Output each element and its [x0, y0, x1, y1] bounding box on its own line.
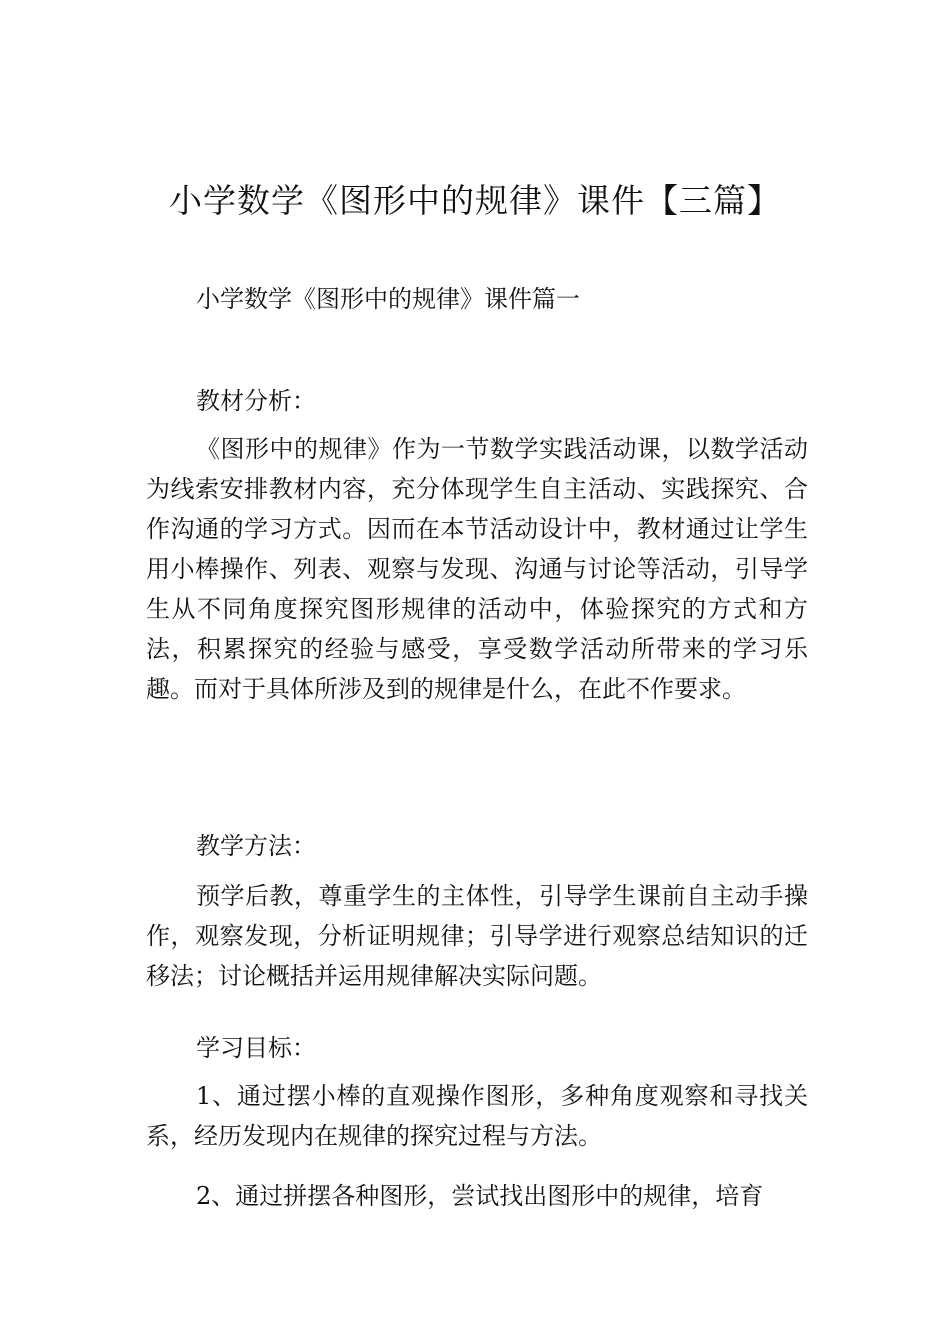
- goal-item-2: 2、通过拼摆各种图形，尝试找出图形中的规律，培育: [196, 1182, 764, 1210]
- materials-paragraph: 《图形中的规律》作为一节数学实践活动课，以数学活动为线索安排教材内容，充分体现学生自主活动、实践探究、合作沟通的学习方式。因而在本节活动设计中，教材通过让学生用小棒操作、列表、观察与发现、沟通与讨论等活动，引导学生从不同角度探究图形规律的活动中，体验探究的方式和方法，积累探究的经验与感受，享受数学活动所带来的学习乐趣。而对于具体所涉及到的规律是什么，在此不作要求。: [146, 435, 808, 703]
- methods-paragraph: 预学后教，尊重学生的主体性，引导学生课前自主动手操作，观察发现，分析证明规律；引导学进行观察总结知识的迁移法；讨论概括并运用规律解决实际问题。: [146, 882, 808, 990]
- page-title: 小学数学《图形中的规律》课件【三篇】: [169, 181, 781, 220]
- section-subtitle: 小学数学《图形中的规律》课件篇一: [196, 285, 580, 313]
- methods-heading: 教学方法：: [196, 832, 316, 860]
- goal-item-1: 1、通过摆小棒的直观操作图形，多种角度观察和寻找关系，经历发现内在规律的探究过程与方法。: [146, 1082, 808, 1150]
- goals-heading: 学习目标：: [196, 1034, 316, 1062]
- materials-heading: 教材分析：: [196, 387, 316, 415]
